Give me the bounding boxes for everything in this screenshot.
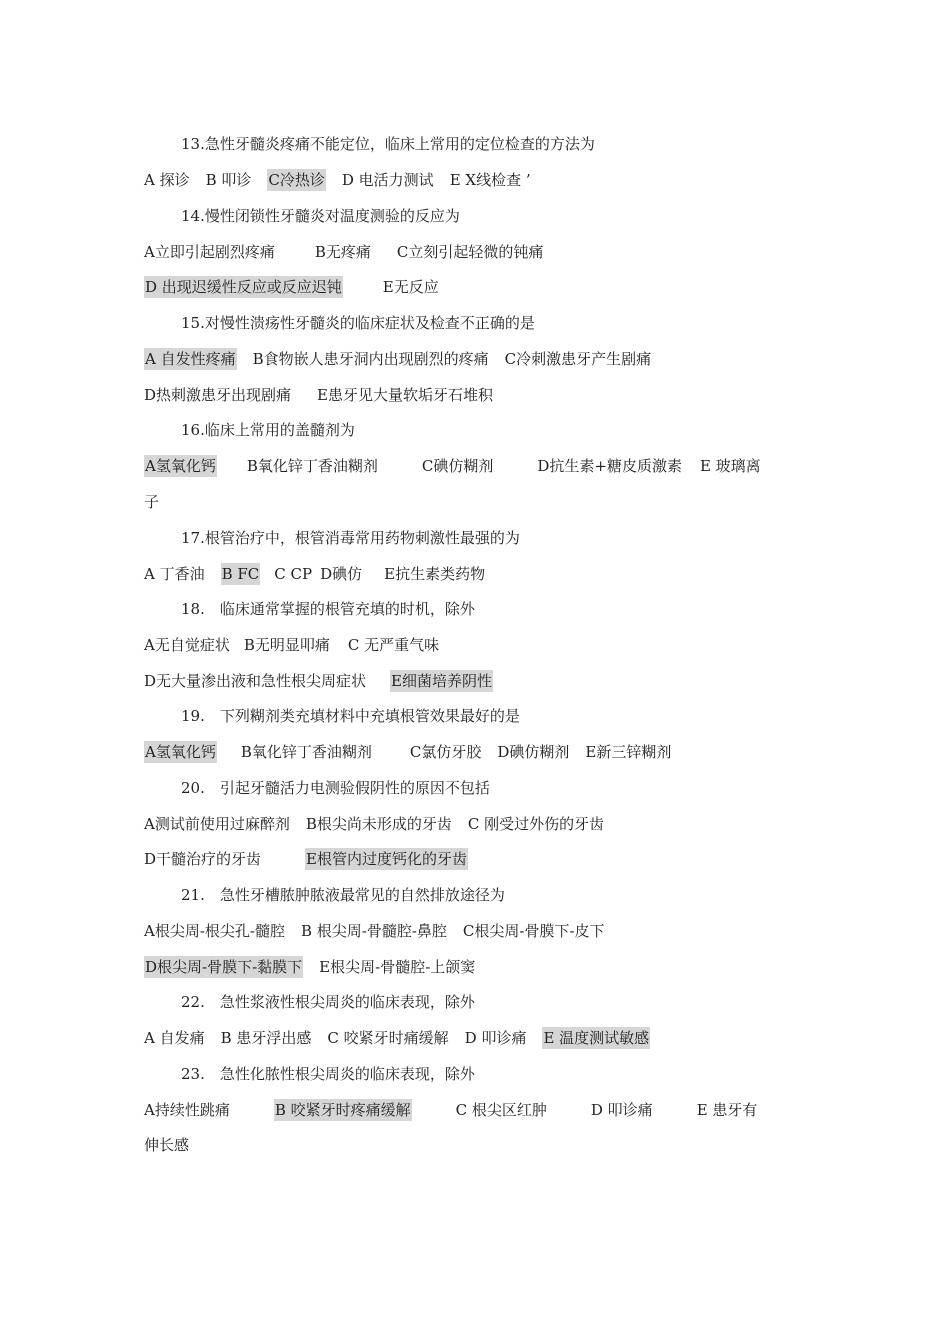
answer-option: A 自发痛 (144, 1029, 205, 1047)
answer-option: D热刺激患牙出现剧痛 (144, 386, 292, 404)
answer-option: C 咬紧牙时痛缓解 (327, 1029, 449, 1047)
answer-option: D抗生素+糖皮质激素 (537, 457, 682, 475)
answer-options-line (144, 491, 159, 513)
answer-options-line (144, 563, 485, 585)
answer-option: A根尖周-根尖孔-髓腔 (144, 922, 285, 940)
answer-options-line (144, 670, 493, 692)
answer-options-line (144, 813, 604, 835)
correct-answer-option: A 自发性疼痛 (145, 350, 236, 368)
question-text: 15.对慢性溃疡性牙髓炎的临床症状及检查不正确的是 (181, 314, 535, 332)
question-text: 23. 急性化脓性根尖周炎的临床表现，除外 (181, 1065, 475, 1083)
question-text: 17.根管治疗中，根管消毒常用药物刺激性最强的为 (181, 529, 520, 547)
correct-answer-option: D 出现迟缓性反应或反应迟钝 (145, 278, 342, 296)
answer-option: C根尖周-骨膜下-皮下 (462, 922, 605, 940)
answer-options-line (144, 276, 439, 298)
answer-option: D碘仿 (320, 565, 363, 583)
answer-options-line (144, 455, 761, 477)
answer-option: B 患牙浮出感 (220, 1029, 312, 1047)
correct-answer-option: E细菌培养阴性 (391, 672, 492, 690)
correct-answer-option: A氢氧化钙 (145, 743, 216, 761)
question-text: 20. 引起牙髓活力电测验假阴性的原因不包括 (181, 779, 490, 797)
answer-option: E新三锌糊剂 (585, 743, 672, 761)
answer-options-line (144, 1099, 757, 1121)
answer-option: B食物嵌人患牙洞内出现剧烈的疼痛 (252, 350, 489, 368)
question-stem (181, 527, 520, 549)
answer-option: B无明显叩痛 (243, 636, 330, 654)
answer-option: E抗生素类药物 (384, 565, 486, 583)
answer-option: A 丁香油 (144, 565, 205, 583)
question-stem (181, 777, 490, 799)
question-stem (181, 312, 535, 334)
answer-options-line (144, 348, 651, 370)
answer-option: D碘仿糊剂 (497, 743, 570, 761)
answer-options-line (144, 741, 671, 763)
answer-option: B氧化锌丁香油糊剂 (240, 743, 372, 761)
correct-answer-option: A氢氧化钙 (145, 457, 216, 475)
question-stem (181, 991, 475, 1013)
question-stem (181, 598, 475, 620)
answer-options-line (144, 241, 543, 263)
answer-option: C碘仿糊剂 (421, 457, 494, 475)
answer-option: C氯仿牙胶 (409, 743, 482, 761)
question-stem (181, 133, 595, 155)
answer-option: E X线检查 ’ (449, 171, 531, 189)
answer-option: C CP (274, 565, 313, 583)
correct-answer-option: E 温度测试敏感 (543, 1029, 650, 1047)
answer-options-line (144, 920, 605, 942)
answer-option: E 玻璃离 (699, 457, 761, 475)
answer-options-line (144, 384, 493, 406)
question-text: 19. 下列糊剂类充填材料中充填根管效果最好的是 (181, 707, 520, 725)
answer-option: B无疼痛 (314, 243, 371, 261)
answer-option: D 电活力测试 (341, 171, 434, 189)
answer-option: A持续性跳痛 (144, 1101, 230, 1119)
question-stem (181, 884, 505, 906)
question-text: 16.临床上常用的盖髓剂为 (181, 421, 355, 439)
answer-option: E患牙见大量软垢牙石堆积 (317, 386, 493, 404)
answer-option: A 探诊 (144, 171, 190, 189)
correct-answer-option: D根尖周-骨膜下-黏膜下 (145, 958, 303, 976)
answer-option: A立即引起剧烈疼痛 (144, 243, 275, 261)
correct-answer-option: B 咬紧牙时疼痛缓解 (274, 1101, 411, 1119)
answer-option: 子 (144, 493, 160, 511)
answer-option: A无自觉症状 (144, 636, 230, 654)
question-stem (181, 1063, 475, 1085)
answer-option: D干髓治疗的牙齿 (144, 850, 262, 868)
answer-options-line (144, 169, 531, 191)
question-stem (181, 419, 355, 441)
answer-option: C 刚受过外伤的牙齿 (467, 815, 605, 833)
answer-option: A测试前使用过麻醉剂 (144, 815, 290, 833)
answer-option: E无反应 (382, 278, 439, 296)
question-text: 22. 急性浆液性根尖周炎的临床表现，除外 (181, 993, 475, 1011)
answer-options-line (144, 1134, 189, 1156)
answer-option: D 叩诊痛 (464, 1029, 527, 1047)
answer-option: B氧化锌丁香油糊剂 (246, 457, 378, 475)
answer-option: C立刻引起轻微的钝痛 (396, 243, 544, 261)
answer-option: C冷刺激患牙产生剧痛 (504, 350, 652, 368)
answer-option: C 根尖区红肿 (455, 1101, 547, 1119)
answer-option: B 叩诊 (205, 171, 252, 189)
correct-answer-option: C冷热诊 (268, 171, 325, 189)
answer-options-line (144, 956, 475, 978)
answer-option: B根尖尚未形成的牙齿 (305, 815, 452, 833)
answer-options-line (144, 848, 468, 870)
answer-option: E 患牙有 (696, 1101, 758, 1119)
answer-option: C 无严重气味 (347, 636, 440, 654)
answer-option: B 根尖周-骨髓腔-鼻腔 (300, 922, 447, 940)
correct-answer-option: B FC (221, 565, 260, 583)
answer-option: E根尖周-骨髓腔-上颌窦 (319, 958, 476, 976)
correct-answer-option: E根管内过度钙化的牙齿 (306, 850, 467, 868)
answer-option: D无大量渗出液和急性根尖周症状 (144, 672, 367, 690)
answer-option: 伸长感 (144, 1136, 190, 1154)
question-stem (181, 705, 520, 727)
question-text: 14.慢性闭锁性牙髓炎对温度测验的反应为 (181, 207, 460, 225)
question-text: 21. 急性牙槽脓肿脓液最常见的自然排放途径为 (181, 886, 505, 904)
question-text: 18. 临床通常掌握的根管充填的时机，除外 (181, 600, 475, 618)
answer-option: D 叩诊痛 (590, 1101, 653, 1119)
answer-options-line (144, 1027, 650, 1049)
answer-options-line (144, 634, 439, 656)
question-text: 13.急性牙髓炎疼痛不能定位，临床上常用的定位检查的方法为 (181, 135, 595, 153)
question-stem (181, 205, 460, 227)
